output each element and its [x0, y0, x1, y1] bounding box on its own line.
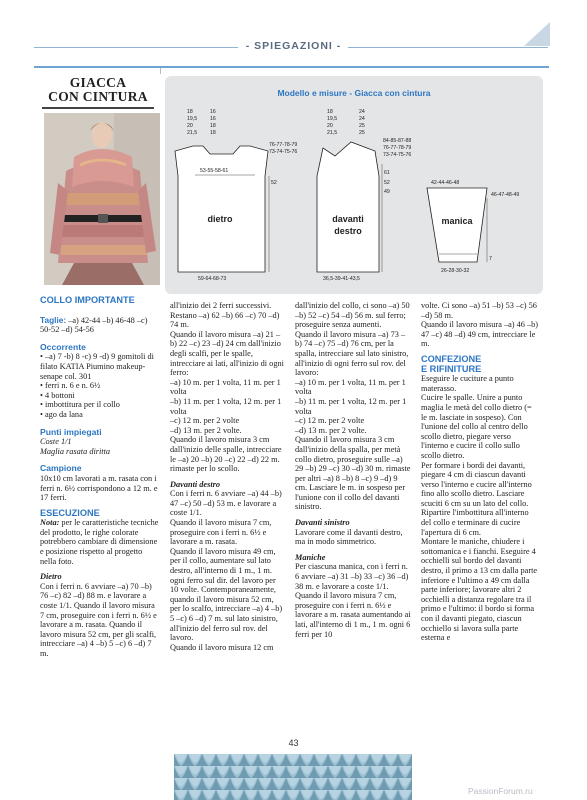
model-illustration: [44, 113, 160, 285]
manica-dim-right: 46-47-48-49: [491, 192, 520, 198]
dietro-label: dietro: [207, 214, 233, 224]
col2-p4: –b) 11 m. per 1 volta, 12 m. per 1 volta: [170, 396, 282, 416]
dietro-text: Con i ferri n. 6 avviare –a) 70 –b) 76 –c) 82 –d) 88 m. e lavorare a coste 1/1. Quando il lavoro misura 7 cm, proseguire con i ferri n. 6½ e lavorare a m. rasata. Quando il lavoro misura 52 cm, per gli scalfi, intrecciare –a) 4 –b) 5 –c) 6 –d) 7 m.: [40, 581, 157, 658]
dietro-dim-tr-a: 16: [210, 109, 216, 115]
davanti-dim-tr-b: 24: [359, 116, 365, 122]
davanti-label-1: davanti: [332, 214, 364, 224]
page-number: 43: [288, 738, 299, 748]
davanti-dim-tl-c: 20: [327, 123, 333, 129]
col2-p2: Quando il lavoro misura –a) 21 –b) 22 –c) 23 –d) 24 cm dall'inizio degli scalfi, per le spalle, intrecciare ai lati, all'inizio di ogni ferro:: [170, 329, 284, 378]
section-title: - SPIEGAZIONI -: [245, 40, 342, 52]
heading-esecuzione: ESECUZIONE: [40, 507, 100, 518]
dietro-dim-tr-b: 16: [210, 116, 216, 122]
heading-campione: Campione: [40, 463, 82, 474]
title-underline: [42, 107, 154, 109]
davanti-dim-tl-a: 18: [327, 109, 333, 115]
col4-p3: Eseguire le cuciture a punto materasso.: [421, 374, 514, 393]
pattern-schematic: [165, 76, 543, 294]
col3-p6: –d) 13 m. per 2 volte.: [295, 425, 367, 435]
diagram-title: Modello e misure - Giacca con cintura: [277, 88, 431, 98]
davanti-label-2: destro: [334, 226, 362, 236]
column-rule: [160, 68, 161, 74]
col3-p3: –a) 10 m. per 1 volta, 11 m. per 1 volta: [295, 377, 406, 397]
taglie-label: Taglie:: [40, 314, 67, 325]
heading-dietro: Dietro: [40, 572, 62, 582]
davanti-dim-tl-d: 21,5: [327, 130, 338, 136]
dietro-dim-height: 52: [271, 180, 277, 186]
col3-p5: –c) 12 m. per 2 volte: [295, 416, 365, 426]
dietro-dim-tl-d: 21,5: [187, 130, 198, 136]
davanti-dim-61: 61: [384, 170, 390, 176]
header-line: [34, 66, 549, 68]
col2-p7: Quando il lavoro misura 3 cm dall'inizio delle spalle, intrecciare le –a) 20 –b) 20 –c) 22 –d) 22 m. rimaste per lo scollo.: [170, 435, 282, 474]
heading-davanti-destro: Davanti destro: [170, 479, 221, 489]
col2-p3: –a) 10 m. per 1 volta, 11 m. per 1 volta: [170, 377, 281, 397]
davanti-dim-49: 49: [384, 189, 390, 195]
davanti-dim-r-a: 84-85-87-88: [383, 138, 412, 144]
knit-texture-strip: [174, 754, 412, 800]
occorrente-1: • –a) 7 -b) 8 -c) 9 -d) 9 gomitoli di filato KATIA Piumino makeup-senape col. 301: [40, 352, 154, 381]
col3-p1: dall'inizio del collo, ci sono –a) 50 –b) 52 –c) 54 –d) 56 m. sul ferro; proseguire senza aumenti.: [295, 301, 410, 330]
heading-maniche: Maniche: [295, 552, 326, 562]
davanti-dim-r-b: 76-77-78-79: [383, 145, 412, 151]
col4-p5: Per formare i bordi dei davanti, piegare 4 cm di ciascun davanti verso l'interno e cucire all'interno fino allo scollo dietro. Lasciare scuciti 6 cm su un lato del collo. Ripartire l'imbottitura all'interno del collo e terminare di cucire l'apertura di 6 cm.: [421, 460, 532, 537]
col3-p8: Lavorare come il davanti destro, ma in modo simmetrico.: [295, 527, 403, 547]
davanti-piece: [317, 109, 411, 282]
nota-label: Nota:: [40, 518, 60, 528]
article-title: [38, 76, 158, 104]
dietro-dim-tl-a: 18: [187, 109, 193, 115]
manica-dim-7: 7: [489, 256, 492, 262]
col2-p9: Quando il lavoro misura 7 cm, proseguire con i ferri n. 6½ e lavorare a m. rasata.: [170, 518, 272, 547]
dietro-dim-tl-c: 20: [187, 123, 193, 129]
manica-dim-top: 42-44-46-48: [431, 180, 460, 186]
col3-p9: Per ciascuna manica, con i ferri n. 6 avviare –a) 31 –b) 33 –c) 36 –d) 38 m. e lavorare a coste 1/1.: [295, 562, 409, 591]
article-title-line2: CON CINTURA: [48, 89, 148, 104]
col2-p8: Con i ferri n. 6 avviare –a) 44 –b) 47 –c) 50 –d) 53 m. e lavorare a coste 1/1.: [170, 489, 282, 518]
punti-1: Coste 1/1: [40, 437, 72, 447]
manica-piece: [427, 180, 519, 274]
taglie-line: [40, 316, 160, 335]
col2-p11: Quando il lavoro misura 12 cm: [170, 642, 274, 652]
dietro-dim-tl-b: 19,5: [187, 116, 198, 122]
manica-label: manica: [441, 216, 473, 226]
nota-text: [40, 518, 160, 566]
col2-p10: Quando il lavoro misura 49 cm, per il collo, aumentare sul lato destro, all'interno di 1 m., 1 m. ogni ferro sul dir. del lavoro per 10 volte. Contemporaneamente, quando il lavoro misura 52 cm, per lo scalfo, intrecciare –a) 4 –b) 5 –c) 6 –d) 7 m. sul lato sinistro, all'inizio del ferro sul rov. del lavoro.: [170, 546, 283, 643]
dietro-dim-tr-c: 18: [210, 123, 216, 129]
dietro-dim-tr-d: 18: [210, 130, 216, 136]
taglie-text: –a) 42-44 –b) 46-48 –c) 50-52 –d) 54-56: [40, 315, 148, 335]
heading-confezione-1: CONFEZIONE: [421, 353, 482, 364]
col4-p1: volte. Ci sono –a) 51 –b) 53 –c) 56 –d) 58 m.: [421, 301, 537, 320]
pattern-diagram: [165, 76, 543, 294]
davanti-dim-tr-c: 25: [359, 123, 365, 129]
davanti-dim-r-c: 73-74-75-76: [383, 152, 412, 158]
text-column-3: [295, 301, 411, 639]
davanti-dim-tr-d: 25: [359, 130, 365, 136]
occorrente-5: • ago da lana: [40, 409, 83, 419]
col3-p2: Quando il lavoro misura –a) 73 –b) 74 –c) 75 –d) 76 cm, per la spalla, intrecciare sul lato sinistro, all'inizio di ogni ferro sul rov. del lavoro:: [295, 329, 409, 378]
col4-p2: Quando il lavoro misura –a) 46 –b) 47 –c) 48 –d) 49 cm, intrecciare le m.: [421, 320, 539, 349]
davanti-dim-tl-b: 19,5: [327, 116, 338, 122]
col2-p1: all'inizio dei 2 ferri successivi. Restano –a) 62 –b) 66 –c) 70 –d) 74 m.: [170, 301, 280, 330]
dietro-dim-shoulder: 53-55-58-61: [200, 168, 229, 174]
davanti-dim-bottom: 36,5-39-41-43,5: [323, 276, 360, 282]
watermark: PassionForum.ru: [468, 786, 533, 796]
col3-p7: Quando il lavoro misura 3 cm dall'inizio della spalla, per metà collo dietro, proseguire sulle –a) 29 –b) 29 –c) 30 –d) 30 m. rimaste per altri –a) 8 –b) 8 –c) 9 –d) 9 cm. Lasciare le m. in sospeso per l'unione con il collo del davanti sinistro.: [295, 435, 411, 512]
campione-text: 10x10 cm lavorati a m. rasata con i ferri n. 6½ corrispondono a 12 m. e 17 ferri.: [40, 473, 158, 503]
page-header: [0, 0, 587, 60]
knit-texture: [174, 754, 412, 800]
header-rule-right: [348, 47, 548, 48]
col2-p6: –d) 13 m. per 2 volte.: [170, 425, 242, 435]
dietro-dim-r-b: 73-74-75-76: [269, 149, 298, 155]
model-photo: [44, 113, 160, 285]
occorrente-2: • ferri n. 6 e n. 6½: [40, 381, 101, 391]
davanti-dim-52: 52: [384, 180, 390, 186]
punti-2: Maglia rasata diritta: [40, 446, 111, 456]
dietro-piece: [175, 109, 297, 282]
davanti-dim-tr-a: 24: [359, 109, 365, 115]
col4-p6: Montare le maniche, chiudere i sottomanica e i fianchi. Eseguire 4 occhielli sul bordo del davanti destro, il primo a 13 cm dalla parte inferiore e l'ultimo a 49 cm dalla parte inferiore; lavorare altri 2 occhielli a distanza regolare tra il primo e l'ultimo: il bordo si forma con il davanti piegato, ciascun occhiello si lavora sulla parte esterna e: [421, 537, 538, 643]
page-corner-ornament: [520, 20, 554, 50]
nota-body: per le caratteristiche tecniche del prodotto, le righe colorate potrebbero cambiare di dimensione e posizione rispetto al progetto nella foto.: [40, 518, 159, 566]
col3-p10: Quando il lavoro misura 7 cm, proseguire con i ferri n. 6½ e lavorare a m. rasata aumentando ai lati, all'interno di 1 m., 1 m. ogni 6 ferri per 10: [295, 591, 411, 639]
heading-confezione-2: E RIFINITURE: [421, 363, 482, 374]
col2-p5: –c) 12 m. per 2 volte: [170, 416, 240, 426]
article-header: [38, 70, 158, 285]
heading-collo: COLLO IMPORTANTE: [40, 295, 135, 305]
dietro-dim-bottom: 59-64-68-73: [198, 276, 227, 282]
text-column-1: [40, 296, 160, 659]
heading-davanti-sinistro: Davanti sinistro: [295, 518, 350, 528]
col3-p4: –b) 11 m. per 1 volta, 12 m. per 1 volta: [295, 396, 407, 416]
text-column-2: [170, 301, 286, 652]
dietro-dim-r-a: 76-77-78-79: [269, 142, 298, 148]
article-title-line1: GIACCA: [69, 75, 127, 90]
occorrente-4: • imbottitura per il collo: [40, 400, 120, 410]
heading-punti: Punti impiegati: [40, 426, 102, 437]
col4-p4: Cucire le spalle. Unire a punto maglia le metà del collo dietro (= le m. lasciate in sospeso). Con l'unione del collo al centro dello scollo dietro, piegare verso l'interno e cucire il collo sullo scollo dietro.: [421, 393, 532, 460]
occorrente-3: • 4 bottoni: [40, 390, 75, 400]
manica-dim-bottom: 26-28-30-32: [441, 268, 470, 274]
text-column-4: [421, 301, 539, 643]
heading-occorrente: Occorrente: [40, 341, 86, 352]
